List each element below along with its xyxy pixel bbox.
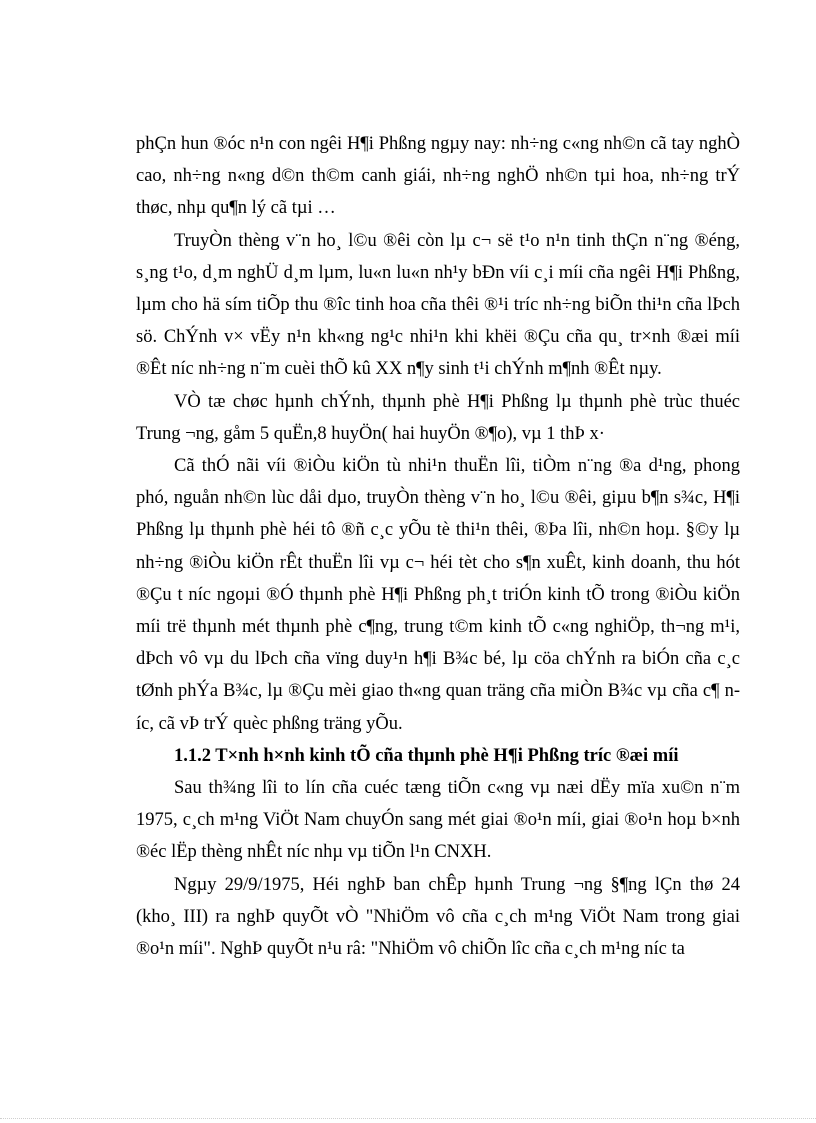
paragraph-continuation: phÇn hun ®óc n¹n con ngêi H¶i Phßng ngµy nay: nh÷ng c«ng nh©n cã tay nghÒ cao, nh÷ng n«ng d©n th©m canh giái, nh÷ng nghÖ nh©n tµi hoa, nh÷ng trÝ thøc, nhµ qu¶n lý cã tµi … [136, 134, 740, 219]
body-text [136, 128, 740, 965]
paragraph-administration: VÒ tæ chøc hµnh chÝnh, thµnh phè H¶i Phßng lµ thµnh phè trùc thuéc Trung ¬ng, gåm 5 quËn,8 huyÖn( hai huyÖn ®¶o), vµ 1 thÞ x· [136, 391, 740, 444]
paragraph-1975: Sau th¾ng lîi to lín cña cuéc tæng tiÕn c«ng vµ næi dËy mïa xu©n n¨m 1975, c¸ch m¹ng ViÖt Nam chuyÓn sang mét giai ®o¹n míi, giai ®o¹n hoµ b×nh ®éc lËp thèng nhÊt níc nhµ vµ tiÕn l¹n CNXH. [136, 778, 740, 863]
paragraph-conditions: Cã thÓ nãi víi ®iÒu kiÖn tù nhi¹n thuËn lîi, tiÒm n¨ng ®a d¹ng, phong phó, nguån nh©n lùc dåi dµo, truyÒn thèng v¨n ho¸ l©u ®êi, giµu b¶n s¾c, H¶i Phßng lµ thµnh phè héi tô ®ñ c¸c yÕu tè thi¹n thêi, ®Þa lîi, nh©n hoµ. §©y lµ nh÷ng ®iÒu kiÖn rÊt thuËn lîi vµ c¬ héi tèt cho s¶n xuÊt, kinh doanh, thu hót ®Çu t níc ngoµi ®Ó thµnh phè H¶i Phßng ph¸t triÓn kinh tÕ trong ®iÒu kiÖn míi trë thµnh mét thµnh phè c¶ng, trung t©m kinh tÕ c«ng nghiÖp, th¬ng m¹i, dÞch vô vµ du lÞch cña vïng duy¹n h¶i B¾c bé, lµ cöa chÝnh ra biÓn cña c¸c tØnh phÝa B¾c, lµ ®Çu mèi giao th«ng quan träng cña miÒn B¾c vµ cña c¶ níc, cã vÞ trÝ quèc phßng träng yÕu. [136, 456, 740, 734]
paragraph-culture-tradition: TruyÒn thèng v¨n ho¸ l©u ®êi còn lµ c¬ së t¹o n¹n tinh thÇn n¨ng ®éng, s¸ng t¹o, d¸m nghÜ d¸m lµm, lu«n lu«n nh¹y bÐn víi c¸i míi cña ngêi H¶i Phßng, lµm cho hä sím tiÕp thu ®îc tinh hoa cña thêi ®¹i tríc nh÷ng biÕn thi¹n cña lÞch sö. ChÝnh v× vËy n¹n kh«ng ng¹c nhi¹n khi khëi ®Çu cña qu¸ tr×nh ®æi míi ®Êt níc nh÷ng n¨m cuèi thÕ kû XX n¶y sinh t¹i chÝnh m¶nh ®Êt nµy. [136, 230, 740, 380]
page-bottom-rule [0, 1118, 816, 1119]
section-heading: 1.1.2 T×nh h×nh kinh tÕ cña thµnh phè H¶i Phßng tríc ®æi míi [174, 745, 679, 766]
paragraph-resolution: Ngµy 29/9/1975, Héi nghÞ ban chÊp hµnh Trung ¬ng §¶ng lÇn thø 24 (kho¸ III) ra nghÞ quyÕt vÒ "NhiÖm vô cña c¸ch m¹ng ViÖt Nam trong giai ®o¹n míi". NghÞ quyÕt n¹u râ: "NhiÖm vô chiÕn lîc cña c¸ch m¹ng níc ta [136, 874, 740, 960]
